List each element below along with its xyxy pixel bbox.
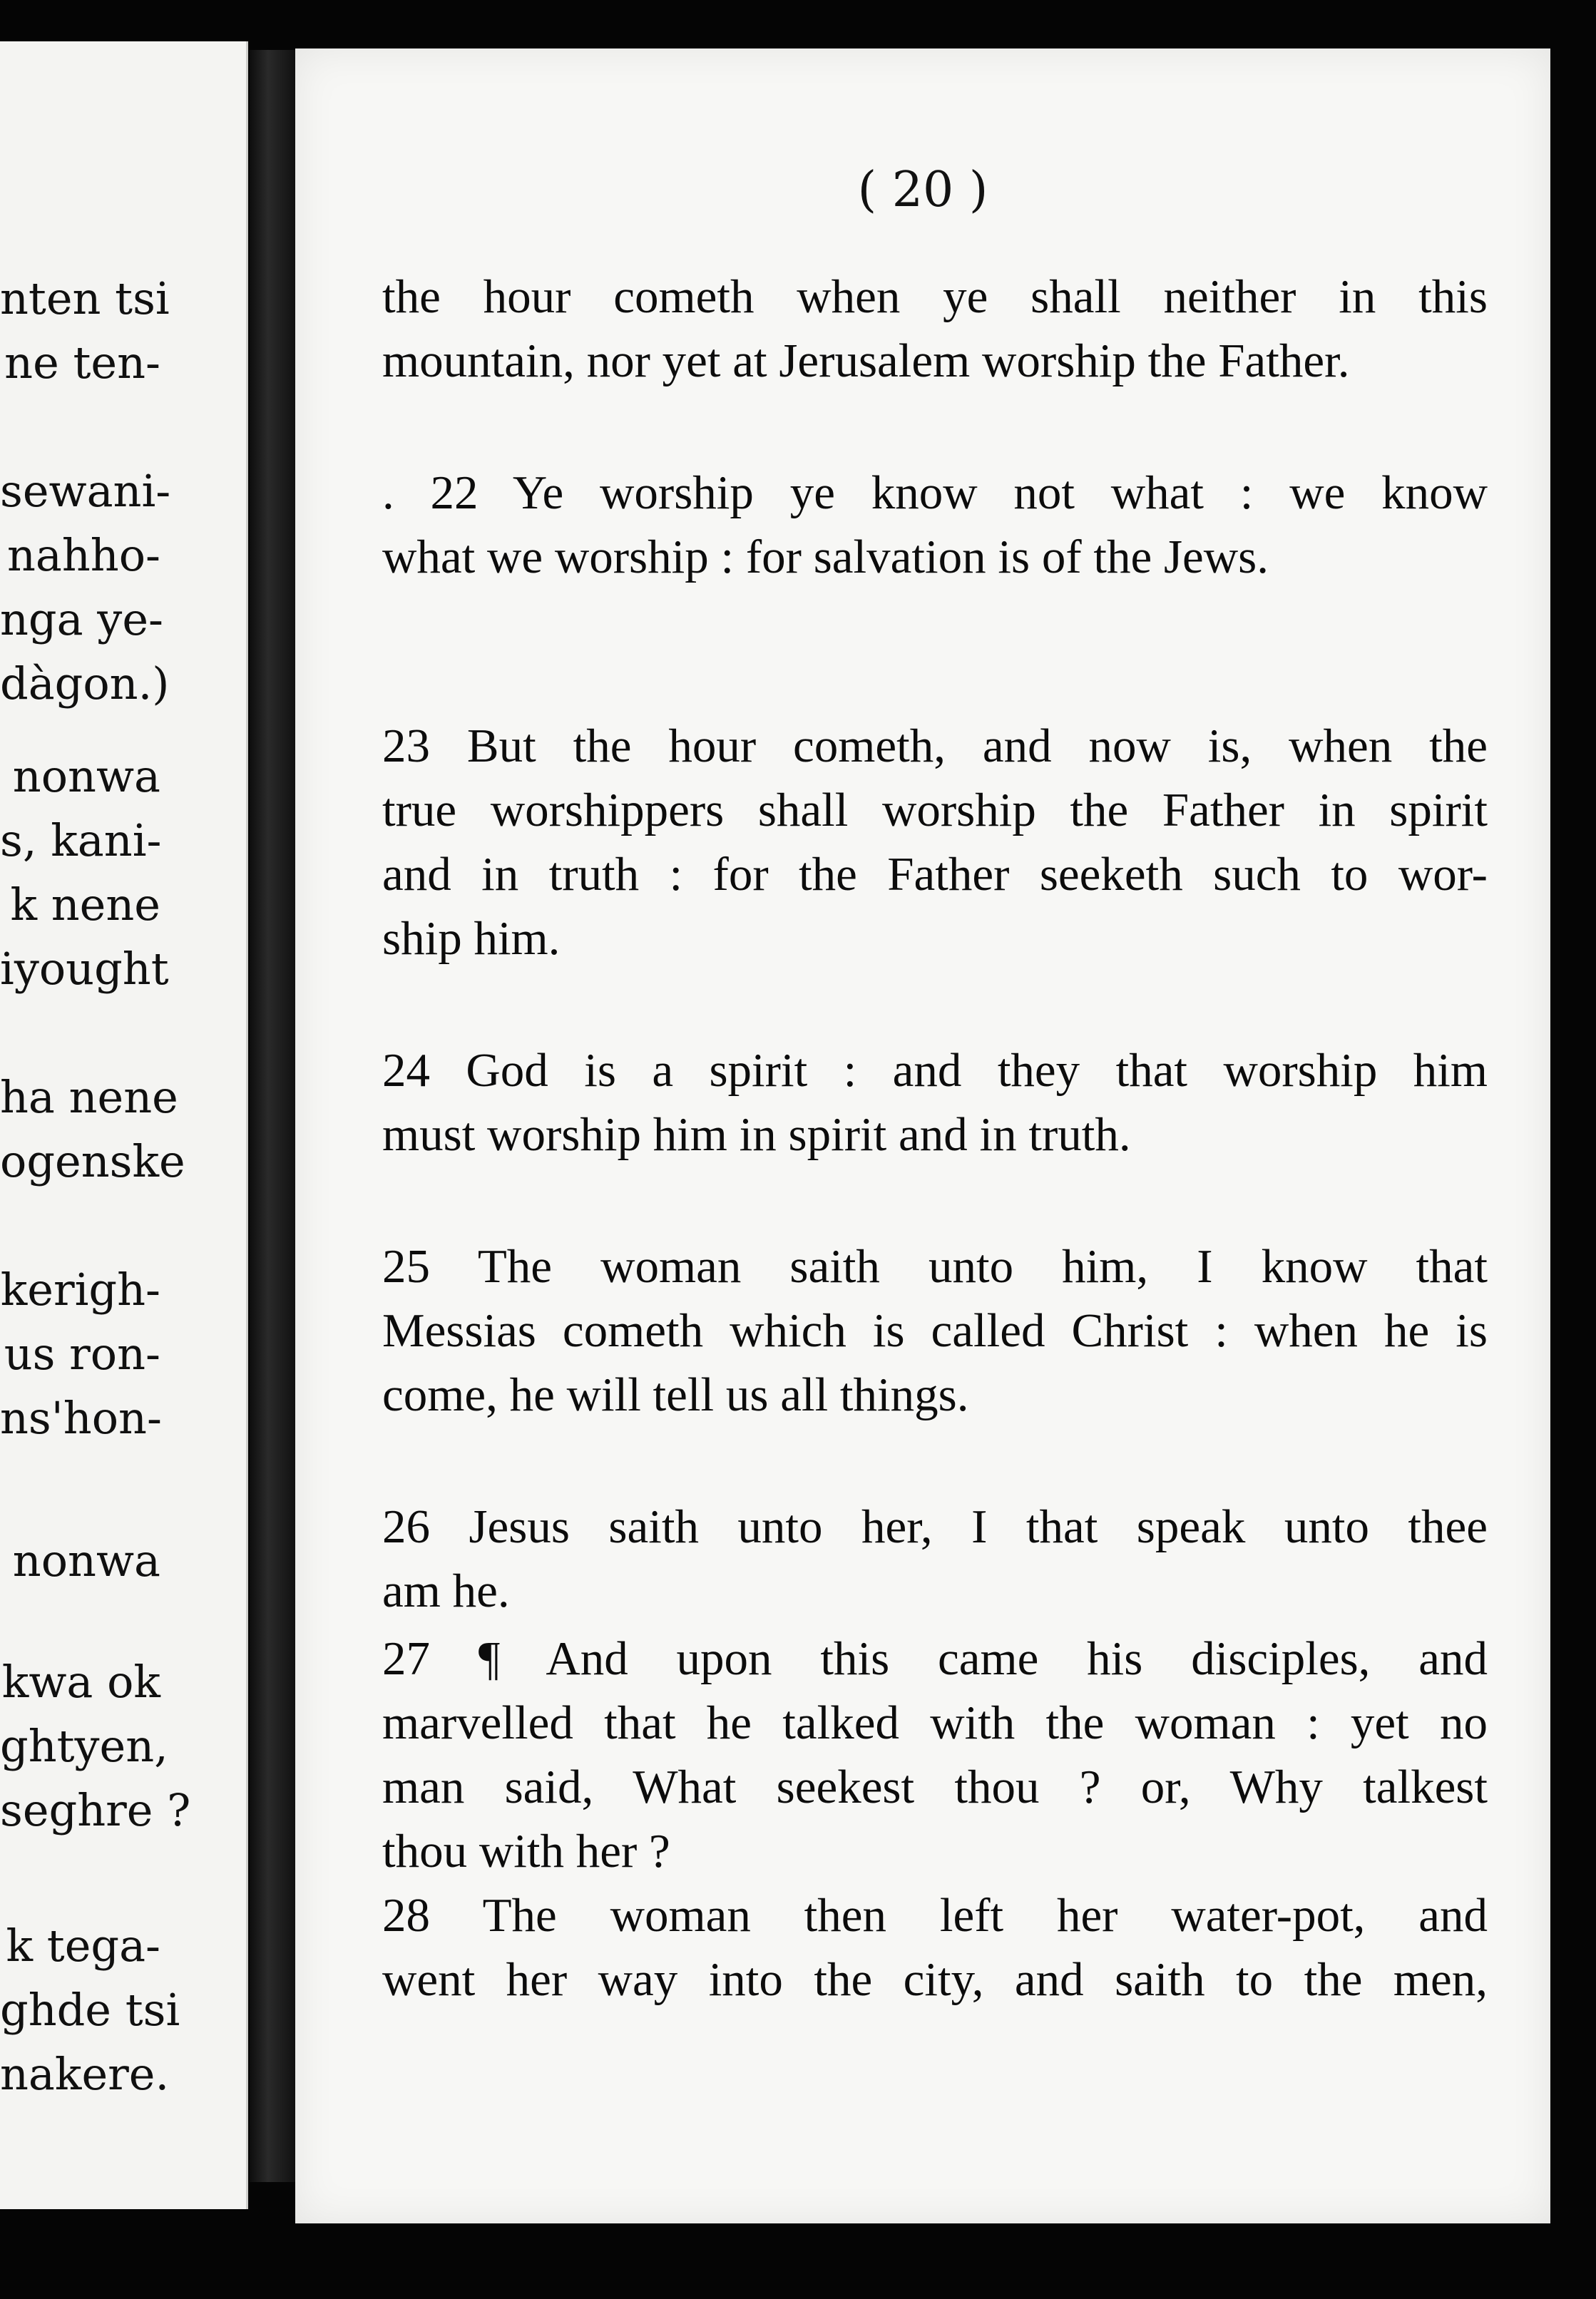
text-line: 23 But the hour cometh, and now is, when the bbox=[382, 720, 1488, 772]
left-page-line: ne ten- bbox=[4, 337, 160, 389]
text-line: Messias cometh which is called Christ : when he is bbox=[382, 1304, 1488, 1357]
left-page-line: nga ye- bbox=[0, 593, 163, 645]
text-line: the hour cometh when ye shall neither in this bbox=[382, 270, 1488, 323]
left-page-line: seghre ? bbox=[0, 1784, 191, 1836]
left-page-line: nonwa bbox=[12, 1535, 160, 1587]
left-page bbox=[0, 41, 248, 2209]
left-page-line: s, kani- bbox=[0, 814, 162, 866]
left-page-line: nonwa bbox=[12, 750, 160, 802]
text-line: come, he will tell us all things. bbox=[382, 1368, 969, 1421]
text-line: am he. bbox=[382, 1565, 510, 1617]
left-page-line: ghtyen, bbox=[0, 1720, 168, 1772]
left-page-line: nahho- bbox=[6, 529, 160, 581]
text-line: mountain, nor yet at Jerusalem worship the Father. bbox=[382, 334, 1350, 387]
left-page-line: ha nene bbox=[0, 1071, 178, 1123]
left-page-line: dàgon.) bbox=[0, 657, 170, 710]
text-line: 24 God is a spirit : and they that worship him bbox=[382, 1044, 1488, 1097]
text-line: what we worship : for salvation is of the Jews. bbox=[382, 531, 1269, 583]
text-line: true worshippers shall worship the Father in spirit bbox=[382, 784, 1488, 836]
book-gutter bbox=[250, 50, 295, 2182]
left-page-line: ns'hon- bbox=[0, 1392, 162, 1444]
left-page-line: ogenske bbox=[0, 1135, 185, 1187]
text-line: ship him. bbox=[382, 912, 561, 965]
right-page bbox=[295, 48, 1550, 2223]
left-page-line: nakere. bbox=[0, 2048, 170, 2100]
left-page-line: ghde tsi bbox=[0, 1984, 180, 2036]
left-page-line: nten tsi bbox=[0, 272, 170, 324]
text-line: went her way into the city, and saith to the men, bbox=[382, 1953, 1488, 2006]
text-line: thou with her ? bbox=[382, 1825, 670, 1878]
text-line: 28 The woman then left her water-pot, and bbox=[382, 1889, 1488, 1942]
left-page-line: kwa ok bbox=[1, 1656, 160, 1708]
text-line: . 22 Ye worship ye know not what : we know bbox=[382, 466, 1488, 519]
left-page-line: kerigh- bbox=[0, 1264, 160, 1316]
page-number: ( 20 ) bbox=[857, 162, 988, 218]
left-page-line: iyought bbox=[0, 943, 169, 995]
left-page-line: k nene bbox=[10, 879, 160, 931]
text-line: man said, What seekest thou ? or, Why talkest bbox=[382, 1761, 1488, 1813]
left-page-line: k tega- bbox=[6, 1920, 160, 1972]
text-line: 26 Jesus saith unto her, I that speak unto thee bbox=[382, 1500, 1488, 1553]
text-line: 27 ¶ And upon this came his disciples, and bbox=[382, 1632, 1488, 1685]
left-page-line: sewani- bbox=[0, 465, 171, 517]
text-line: 25 The woman saith unto him, I know that bbox=[382, 1240, 1488, 1293]
text-line: marvelled that he talked with the woman : yet no bbox=[382, 1696, 1488, 1749]
text-line: and in truth : for the Father seeketh such to wor- bbox=[382, 848, 1488, 901]
left-page-line: us ron- bbox=[4, 1328, 160, 1380]
text-line: must worship him in spirit and in truth. bbox=[382, 1108, 1131, 1161]
